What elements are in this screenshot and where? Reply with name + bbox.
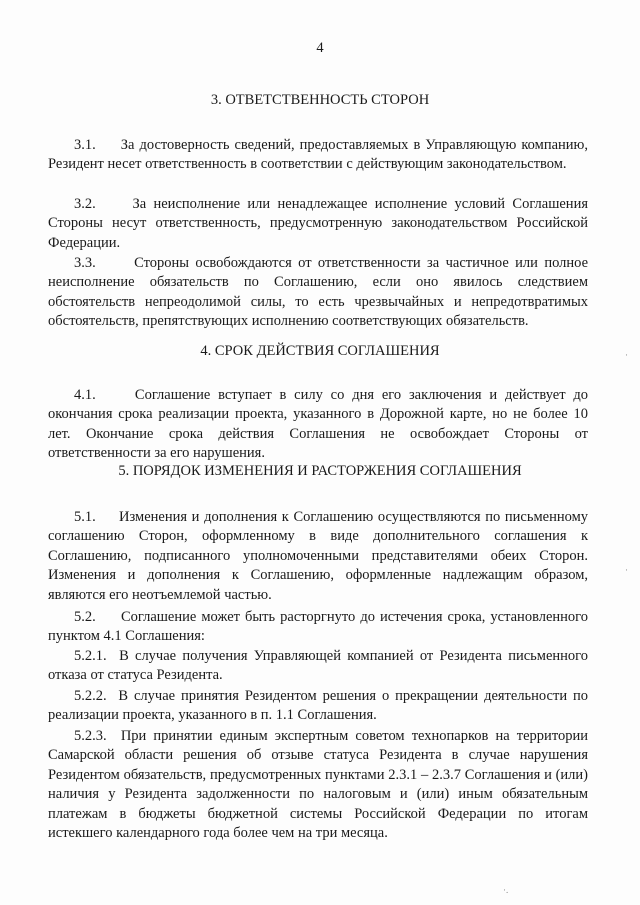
section-4-heading: 4. СРОК ДЕЙСТВИЯ СОГЛАШЕНИЯ (200, 343, 440, 359)
scan-mark: · (625, 565, 628, 575)
paragraph-5-2-2: 5.2.2. В случае принятия Резидентом решения о прекращении деятельности по реализации проекта, указанного в п. 1.1 Соглашения. (48, 687, 588, 723)
paragraph-5-2: 5.2. Соглашение может быть расторгнуто до истечения срока, установленного пунктом 4.1 Соглашения: (48, 608, 588, 644)
paragraph-3-2: 3.2. За неисполнение или ненадлежащее исполнение условий Соглашения Стороны несут ответственность, предусмотренную законодательством Российской Федерации. (48, 195, 588, 251)
paragraph-5-2-1: 5.2.1. В случае получения Управляющей компанией от Резидента письменного отказа от статуса Резидента. (48, 647, 588, 683)
section-3-heading: 3. ОТВЕТСТВЕННОСТЬ СТОРОН (210, 92, 430, 108)
page-number: 4 (316, 40, 324, 56)
paragraph-3-3: 3.3. Стороны освобождаются от ответственности за частичное или полное неисполнение обязательств по Соглашению, если оно явилось следствием обстоятельств непреодолимой силы, то есть чрезвычайных и непредотвратимых обстоятельств, препятствующих исполнению соответствующих обязательств. (48, 254, 588, 329)
scan-mark: · (625, 350, 628, 360)
paragraph-4-1: 4.1. Соглашение вступает в силу со дня его заключения и действует до окончания срока реализации проекта, указанного в Дорожной карте, но не более 10 лет. Окончание срока действия Соглашения не освобождает Стороны от ответственности за его нарушения. (48, 386, 588, 461)
paragraph-5-1: 5.1. Изменения и дополнения к Соглашению осуществляются по письменному соглашению Сторон, оформленному в виде дополнительного соглашения к Соглашению, подписанного уполномоченными представителями обеих Сторон. Изменения и дополнения к Соглашению, оформленные надлежащим образом, являются его неотъемлемой частью. (48, 508, 588, 603)
paragraph-3-1: 3.1. За достоверность сведений, предоставляемых в Управляющую компанию, Резидент несет ответственность в соответствии с действующим законодательством. (48, 136, 588, 172)
scan-mark: ·. (503, 885, 509, 895)
paragraph-5-2-3: 5.2.3. При принятии единым экспертным советом технопарков на территории Самарской области решения об отзыве статуса Резидента в случае нарушения Резидентом обязательств, предусмотренных пунктами 2.3.1 – 2.3.7 Соглашения и (или) наличия у Резидента задолженности по налоговым и (или) иным обязательным платежам в бюджеты бюджетной системы Российской Федерации по итогам истекшего календарного года более чем на три месяца. (48, 727, 588, 841)
section-5-heading: 5. ПОРЯДОК ИЗМЕНЕНИЯ И РАСТОРЖЕНИЯ СОГЛАШЕНИЯ (118, 463, 522, 479)
